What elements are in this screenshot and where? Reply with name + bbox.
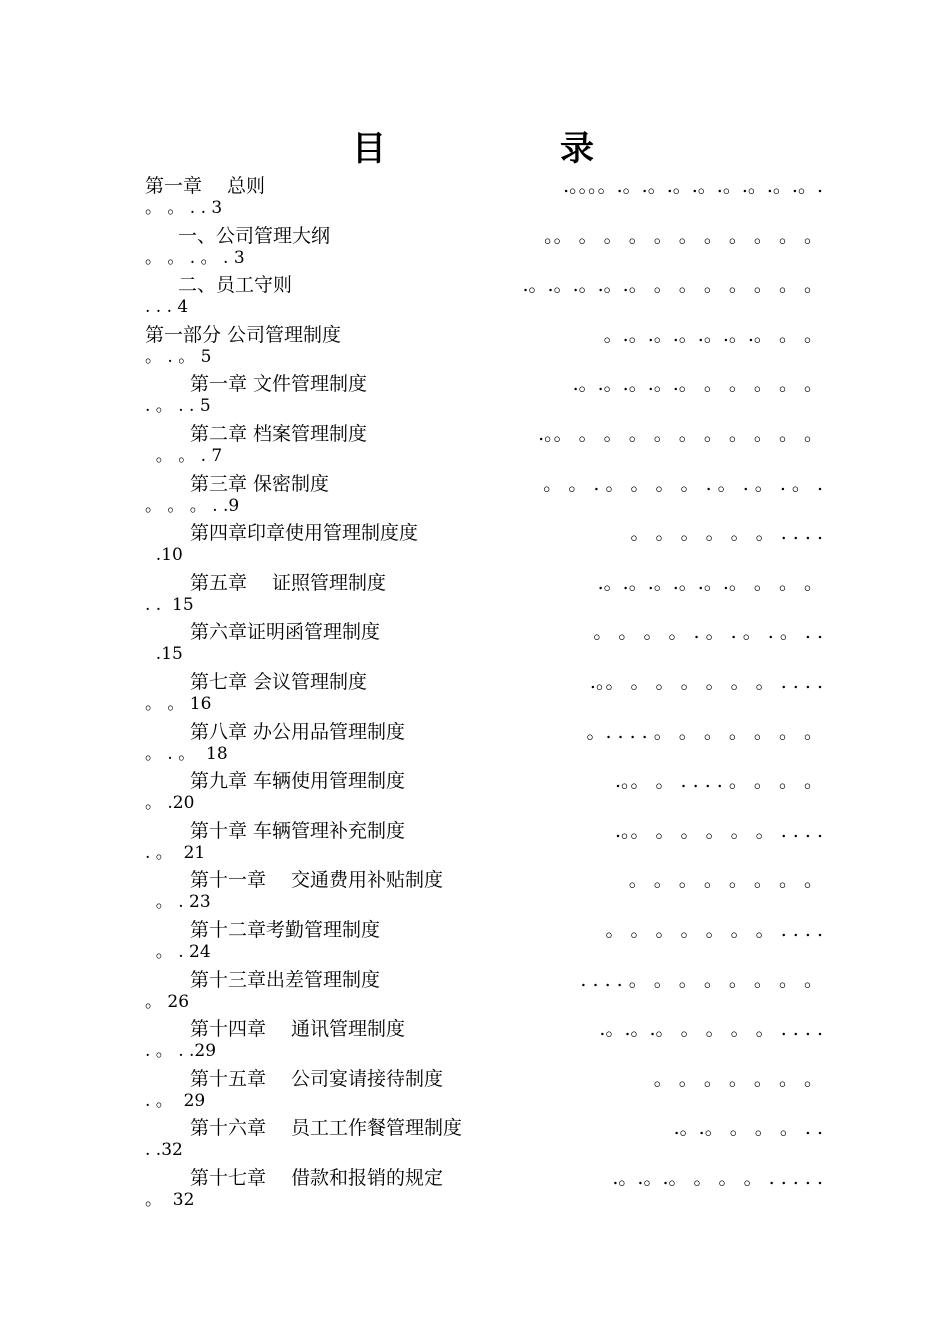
toc-leader-dots: .。.。.。 。 。 。 . . . . . <box>612 1166 823 1189</box>
toc-entry-line <box>190 916 825 944</box>
toc-entry-line <box>145 321 825 349</box>
toc-entry-label: 第七章 会议管理制度 <box>190 670 368 693</box>
toc-leader-dots: .。.。 。 。 。 . . <box>673 1117 823 1140</box>
toc-entry[interactable] <box>145 519 825 569</box>
toc-entry-line <box>190 370 825 398</box>
toc-entry-label: 第十章 车辆管理补充制度 <box>190 819 406 842</box>
toc-page-number: . 。 . .29 <box>145 1041 217 1062</box>
toc-entry[interactable] <box>145 866 825 916</box>
toc-entry[interactable] <box>145 569 825 619</box>
toc-entry[interactable] <box>145 1065 825 1115</box>
toc-entry-label: 第九章 车辆使用管理制度 <box>190 770 406 793</box>
toc-entry-line <box>178 271 825 299</box>
toc-entry-label: 第六章证明函管理制度 <box>190 621 381 644</box>
toc-page-number: 。 . 23 <box>145 892 211 913</box>
toc-title-char-1: 目 <box>352 129 386 169</box>
toc-entry-line <box>190 817 825 845</box>
toc-entry[interactable] <box>145 718 825 768</box>
toc-leader-dots: 。。 。 。 。 。 。 。 。 。 。 。 <box>544 224 823 247</box>
toc-entry[interactable] <box>145 1015 825 1065</box>
toc-page-number: . 。 . . 5 <box>145 396 211 417</box>
toc-leader-dots: .。.。.。 。 。 。 。 . . . . <box>599 1018 823 1041</box>
toc-leader-dots: .。.。.。.。.。.。 。 。 。 <box>597 571 823 594</box>
toc-entry-line <box>190 420 825 448</box>
toc-entry-line <box>190 866 825 894</box>
toc-entry-label: 第一章 总则 <box>145 175 266 197</box>
toc-entry-label: 第十三章出差管理制度 <box>190 968 381 991</box>
toc-entry-line <box>190 519 825 547</box>
toc-leader-dots: 。 。 。 。 。 。 。 。 <box>628 869 823 892</box>
toc-page-number: 。 .20 <box>145 793 195 814</box>
toc-entry-label: 第一章 文件管理制度 <box>190 373 368 396</box>
toc-entry-label: 二、员工守则 <box>178 274 293 297</box>
toc-entry[interactable] <box>145 321 825 371</box>
toc-page-number: . 。 29 <box>145 1090 206 1111</box>
toc-leader-dots: .。。 。 . . . . 。 。 。 。 <box>614 770 823 793</box>
toc-entry-label: 第十六章 员工工作餐管理制度 <box>190 1117 463 1140</box>
toc-entry[interactable] <box>145 966 825 1016</box>
toc-leader-dots: 。 。 。 。 。 。 。 . . . . <box>605 918 823 941</box>
toc-entry-label: 第一部分 公司管理制度 <box>145 323 342 346</box>
toc-entry-label: 第十四章 通讯管理制度 <box>190 1018 406 1041</box>
toc-leader-dots: .。。 。 。 。 。 。 . . . . <box>614 819 823 842</box>
toc-entry-line <box>145 172 825 200</box>
toc-page-number: . . 15 <box>145 594 194 615</box>
toc-entry-line <box>190 1015 825 1043</box>
toc-entry-label: 一、公司管理大纲 <box>178 224 331 247</box>
toc-entry[interactable] <box>145 817 825 867</box>
toc-entry-line <box>190 966 825 994</box>
toc-page-number: 。 。 . 。 . 3 <box>145 247 245 268</box>
toc-leader-dots: .。。 。 。 。 。 。 。 。 。 。 。 <box>538 422 823 445</box>
toc-entry-line <box>190 1164 825 1192</box>
toc-entry[interactable] <box>145 668 825 718</box>
toc-page-number: 。 。 16 <box>145 693 212 714</box>
toc-page-number: . . . 4 <box>145 297 189 318</box>
toc-entry-line <box>190 618 825 646</box>
toc-leader-dots: .。.。.。.。.。 。 。 。 。 。 。 。 <box>522 274 823 297</box>
toc-entry-label: 第三章 保密制度 <box>190 472 330 495</box>
toc-page-number: 。 . 。 18 <box>145 743 228 764</box>
toc-entry[interactable] <box>145 618 825 668</box>
toc-entry-label: 第八章 办公用品管理制度 <box>190 720 406 743</box>
toc-leader-dots: . . . . 。 。 。 。 。 。 。 。 <box>580 968 823 991</box>
toc-page-number: 。 . 24 <box>145 941 211 962</box>
toc-entry[interactable] <box>145 420 825 470</box>
toc-entry[interactable] <box>145 1164 825 1214</box>
toc-page-number: 。 . 。 5 <box>145 346 212 367</box>
toc-page-number: .15 <box>145 644 183 665</box>
toc-entry-line <box>190 569 825 597</box>
toc-page-number: 。 。 . 7 <box>145 445 223 466</box>
toc-entry[interactable] <box>145 370 825 420</box>
toc-entry[interactable] <box>145 470 825 520</box>
toc-title-char-2: 录 <box>560 129 594 169</box>
toc-leader-dots: 。. . . . 。 。 。 。 。 。 。 <box>586 720 823 743</box>
toc-page-number: . .32 <box>145 1140 183 1161</box>
toc-entry-label: 第五章 证照管理制度 <box>190 571 387 594</box>
toc-page-number: . 。 21 <box>145 842 206 863</box>
toc-entry-line <box>178 222 825 250</box>
toc-entry[interactable] <box>145 916 825 966</box>
toc-entry-line <box>190 767 825 795</box>
toc-entry-label: 第十五章 公司宴请接待制度 <box>190 1067 444 1090</box>
toc-page-number: 。 。 . . 3 <box>145 198 223 218</box>
toc-leader-dots: .。。 。 。 。 。 。 。 . . . . <box>589 670 823 693</box>
toc-page-number: 。 32 <box>145 1189 195 1210</box>
toc-leader-dots: 。 。 。 。 。 。 . . . . <box>630 522 823 545</box>
toc-entry-label: 第二章 档案管理制度 <box>190 422 368 445</box>
table-of-contents <box>145 172 825 1213</box>
toc-leader-dots: 。 。 。 。 。 。 。 <box>653 1067 823 1090</box>
toc-entry[interactable] <box>145 172 825 222</box>
toc-entry-label: 第十七章 借款和报销的规定 <box>190 1166 444 1189</box>
toc-entry-label: 第十一章 交通费用补贴制度 <box>190 869 444 892</box>
toc-leader-dots: 。 。 . 。 。 。 。 . 。 . 。 . 。 . <box>543 472 823 495</box>
toc-entry-line <box>190 668 825 696</box>
toc-entry-line <box>190 470 825 498</box>
toc-entry[interactable] <box>145 222 825 272</box>
toc-entry-label: 第十二章考勤管理制度 <box>190 918 381 941</box>
toc-entry-line <box>190 1065 825 1093</box>
toc-entry[interactable] <box>145 1114 825 1164</box>
toc-leader-dots: 。.。.。.。.。.。.。 。 。 <box>603 323 823 346</box>
toc-entry-line <box>190 1114 825 1142</box>
toc-leader-dots: .。.。.。.。.。 。 。 。 。 。 <box>572 373 823 396</box>
toc-entry[interactable] <box>145 767 825 817</box>
toc-entry-label: 第四章印章使用管理制度度 <box>190 522 419 545</box>
toc-leader-dots: 。 。 。 。 . 。 . 。 . 。 . . <box>593 621 823 644</box>
toc-entry-line <box>190 718 825 746</box>
toc-leader-dots: .。。。。.。.。.。.。.。.。.。.。. <box>563 175 823 197</box>
toc-entry[interactable] <box>145 271 825 321</box>
toc-page-number: 。 。 。 . .9 <box>145 495 240 516</box>
toc-page-number: 。 26 <box>145 991 190 1012</box>
toc-page-number: .10 <box>145 545 183 566</box>
